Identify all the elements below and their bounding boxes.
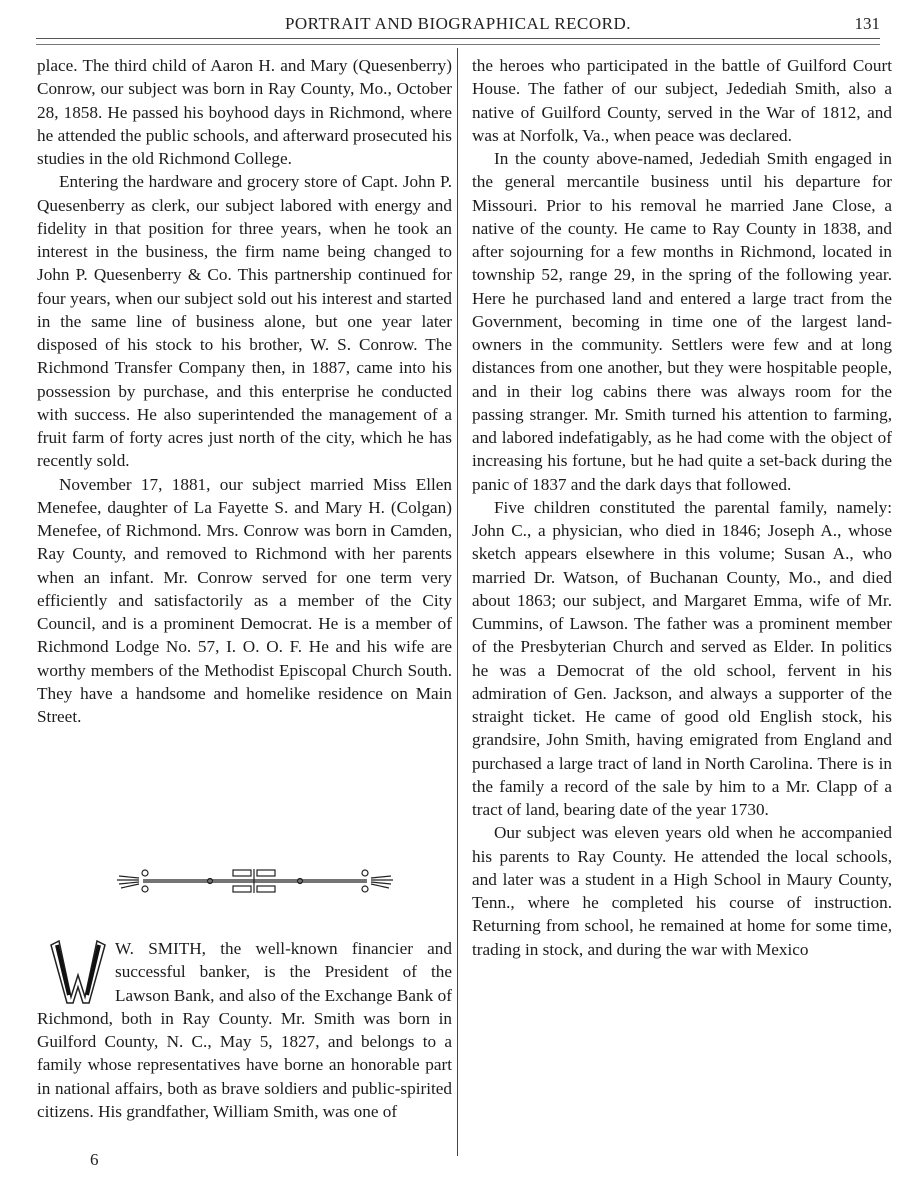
paragraph: In the county above-named, Jedediah Smith engaged in the general mercantile business until his departure for Missouri. Prior to his removal he married Jane Close, a native of the county. He came to Ray County in 1838, and after sojourning for a few months in Richmond, located in township 52, range 29, in the spring of the following year. Here he purchased land and entered a large tract from the Government, becoming in time one of the largest land-owners in the community. Settlers were few and at long distances from one another, but they were hospitable people, and in their log cabins there was always room for the passing stranger. Mr. Smith turned his attention to farming, and labored indefatigably, as he had come with the object of increasing his fortune, but he had quite a set-back during the panic of 1837 and the dark days that followed. <box>472 149 892 494</box>
paragraph: Entering the hardware and grocery store of Capt. John P. Quesenberry as clerk, our subject labored with energy and fidelity in that position for three years, when he took an interest in the business, the firm name being changed to John P. Quesenberry & Co. This partnership continued for four years, when our subject sold out his interest and started in the same line of business alone, but one year later disposed of his stock to his brother, W. S. Conrow. The Richmond Transfer Company then, in 1887, came into his possession by purchase, and this enterprise he conducted with success. He also superintended the management of a fruit farm of forty acres just north of the city, which he has recently sold. <box>37 172 452 471</box>
right-column <box>472 54 892 961</box>
paragraph: place. The third child of Aaron H. and Mary (Quesenberry) Conrow, our subject was born in Ray County, Mo., October 28, 1858. He passed his boyhood days in Richmond, where he attended the public schools, and afterward prosecuted his studies in the old Richmond College. <box>37 56 452 168</box>
left-column <box>37 54 452 728</box>
running-title: PORTRAIT AND BIOGRAPHICAL RECORD. <box>284 14 632 33</box>
page-number: 131 <box>854 14 880 33</box>
paragraph: Our subject was eleven years old when he accompanied his parents to Ray County. He attended the local schools, and later was a student in a High School in Maury County, Tenn., where he completed his course of instruction. Returning from school, he remained at home for some time, trading in stock, and during the war with Mexico <box>472 823 892 959</box>
signature-mark: 6 <box>90 1150 99 1169</box>
column-divider <box>457 48 458 1156</box>
paragraph: Five children constituted the parental family, namely: John C., a physician, who died in 1846; Joseph A., whose sketch appears elsewhere in this volume; Susan A., who married Dr. Watson, of Buchanan County, Mo., and died about 1863; our subject, and Margaret Emma, wife of Mr. Cummins, of Lawson. The father was a prominent member of the Presbyterian Church and served as Elder. In politics he was a Democrat of the old school, fervent in his admiration of Gen. Jackson, and always a supporter of the straight ticket. He came of good old English stock, his grandsire, John Smith, having emigrated from England and purchased a large tract of land in North Carolina. There is in the family a record of the sale by him to a Mr. Clapp of a tract of land, bearing date of the year 1730. <box>472 497 892 819</box>
paragraph: the heroes who participated in the battle of Guilford Court House. The father of our subject, Jedediah Smith, also a native of Guilford County, served in the War of 1812, and was at Norfolk, Va., when peace was declared. <box>472 56 892 145</box>
decorative-divider-ornament-icon <box>115 866 395 896</box>
header-double-rule <box>36 38 880 45</box>
ornamental-drop-cap-w-icon <box>47 939 109 1005</box>
article-text: W. SMITH, the well-known financier and successful banker, is the President of the Lawson Bank, and also of the Exchange Bank of Richmond, both in Ray County. Mr. Smith was born in Guilford County, N. C., May 5, 1827, and belongs to a family whose representatives have borne an honorable part in national affairs, both as brave soldiers and public-spirited citizens. His grandfather, William Smith, was one of <box>37 939 452 1121</box>
paragraph: November 17, 1881, our subject married Miss Ellen Menefee, daughter of La Fayette S. and Mary H. (Colgan) Menefee, of Richmond. Mrs. Conrow was born in Camden, Ray County, and removed to Richmond with her parents when an infant. Mr. Conrow served for one term very efficiently and satisfactorily as a member of the City Council, and is a prominent Democrat. He is a member of Richmond Lodge No. 57, I. O. O. F. He and his wife are worthy members of the Methodist Episcopal Church South. They have a handsome and homelike residence on Main Street. <box>37 474 452 726</box>
smith-biography-opening <box>37 937 452 1123</box>
page-header <box>36 10 880 40</box>
